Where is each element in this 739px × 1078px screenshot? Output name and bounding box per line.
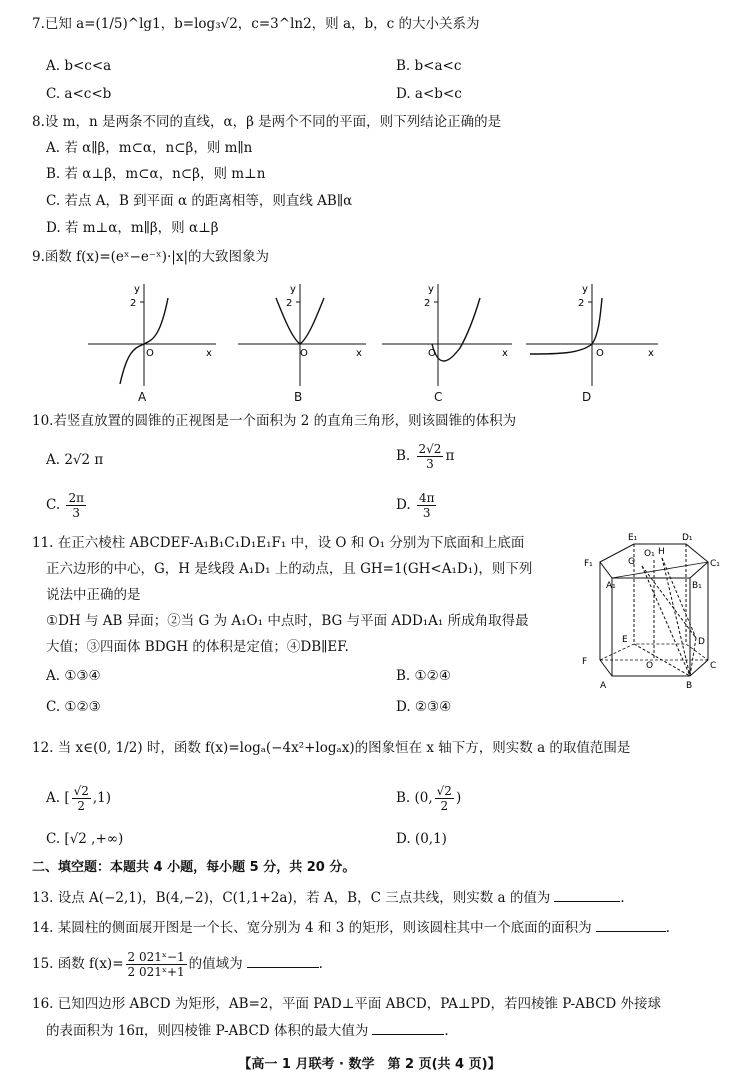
q7-option-b: B. b<a<c: [396, 58, 462, 74]
q9-label-a: A: [138, 390, 147, 404]
q9-b-axis-y: y: [290, 284, 296, 295]
svg-text:O: O: [646, 661, 654, 671]
q15-answer-blank[interactable]: [247, 954, 319, 968]
q9-d-axis-y: y: [582, 284, 588, 295]
q7-option-d: D. a<b<c: [396, 86, 462, 102]
q9-graph-b: [238, 278, 368, 388]
q9-a-origin: O: [146, 348, 154, 359]
svg-text:G: G: [628, 557, 635, 567]
q9-label-d: D: [582, 390, 592, 404]
q9-a-axis-x: x: [206, 348, 212, 359]
q9-c-axis-y: y: [428, 284, 434, 295]
q11-option-a: A. ①③④: [46, 668, 101, 684]
q16-line2: 的表面积为 16π，则四棱锥 P-ABCD 体积的最大值为 .: [46, 1023, 449, 1039]
svg-text:D₁: D₁: [682, 533, 693, 543]
q7-stem: 7.已知 a=(1/5)^lg1，b=log₃√2，c=3^ln2，则 a，b，c 的大小关系为: [32, 16, 480, 32]
q15: 15. 函数 f(x)= $\frac{\text{2 021ˣ−1}}{\text{2 021ˣ+1}}$ 的值域为 .: [32, 950, 323, 979]
q9-b-origin: O: [300, 348, 308, 359]
svg-text:B: B: [686, 681, 693, 691]
q14: 14. 某圆柱的侧面展开图是一个长、宽分别为 4 和 3 的矩形，则该圆柱其中一个底面的面积为 .: [32, 920, 670, 936]
svg-text:C: C: [710, 661, 717, 671]
q10-option-c: C. $\frac{2\pi}{3}$: [46, 491, 84, 520]
q12-option-b: B. (0, $\frac{√2}{2}$ ): [396, 784, 462, 813]
q9-c-origin: O: [428, 348, 436, 359]
q9-c-axis-x: x: [502, 348, 508, 359]
q16-line1: 16. 已知四边形 ABCD 为矩形，AB=2，平面 PAD⊥平面 ABCD，PA⊥PD，若四棱锥 P-ABCD 外接球: [32, 996, 662, 1012]
q12-option-d: D. (0,1): [396, 831, 447, 847]
q9-d-origin: O: [596, 348, 604, 359]
section-2-title: 二、填空题：本题共 4 小题，每小题 5 分，共 20 分。: [32, 860, 356, 875]
q7-option-c: C. a<c<b: [46, 86, 112, 102]
q11-option-d: D. ②③④: [396, 699, 452, 715]
q11-line1: 11. 在正六棱柱 ABCDEF-A₁B₁C₁D₁E₁F₁ 中，设 O 和 O₁ 分别为下底面和上底面: [32, 535, 525, 551]
q9-d-axis-x: x: [648, 348, 654, 359]
q11-line4: ①DH 与 AB 异面；②当 G 为 A₁O₁ 中点时，BG 与平面 ADD₁A₁ 所成角取得最: [46, 613, 529, 629]
q12-stem: 12. 当 x∈(0, 1/2) 时，函数 f(x)=logₐ(−4x²+logₐx)的图象恒在 x 轴下方，则实数 a 的取值范围是: [32, 740, 631, 756]
page-footer: 【高一 1 月联考 · 数学 第 2 页(共 4 页)】: [238, 1057, 501, 1072]
q8-option-a: A. 若 α∥β，m⊂α，n⊂β，则 m∥n: [46, 140, 253, 156]
q11-option-c: C. ①②③: [46, 699, 101, 715]
q11-line5: 大值；③四面体 BDGH 的体积是定值；④DB∥EF.: [46, 639, 349, 655]
q16-answer-blank[interactable]: [372, 1021, 444, 1035]
q13-answer-blank[interactable]: [554, 888, 620, 902]
svg-text:F: F: [582, 657, 588, 667]
q9-c-tick: 2: [424, 298, 431, 309]
q9-a-axis-y: y: [134, 284, 140, 295]
q10-stem: 10.若竖直放置的圆锥的正视图是一个面积为 2 的直角三角形，则该圆锥的体积为: [32, 413, 517, 429]
svg-text:C₁: C₁: [710, 559, 720, 569]
q10-option-d: D. $\frac{4\pi}{3}$: [396, 491, 435, 520]
q11-line3: 说法中正确的是: [46, 587, 141, 603]
q9-graph-d: [526, 278, 660, 388]
q12-option-c: C. [√2 ,+∞): [46, 831, 124, 847]
q9-b-axis-x: x: [356, 348, 362, 359]
svg-text:E₁: E₁: [628, 533, 638, 543]
q9-stem: 9.函数 f(x)=(eˣ−e⁻ˣ)·|x|的大致图象为: [32, 249, 270, 265]
svg-text:D: D: [698, 637, 705, 647]
svg-text:F₁: F₁: [584, 559, 593, 569]
q8-stem: 8.设 m，n 是两条不同的直线，α，β 是两个不同的平面，则下列结论正确的是: [32, 114, 502, 130]
q11-prism-figure: [578, 528, 720, 694]
q11-option-b: B. ①②④: [396, 668, 451, 684]
q8-option-b: B. 若 α⊥β，m⊂α，n⊂β，则 m⊥n: [46, 166, 266, 182]
q11-line2: 正六边形的中心，G，H 是线段 A₁D₁ 上的动点，且 GH=1(GH<A₁D₁)，则下列: [46, 561, 533, 577]
q8-option-d: D. 若 m⊥α，m∥β，则 α⊥β: [46, 220, 219, 236]
svg-text:A: A: [600, 681, 607, 691]
svg-text:B₁: B₁: [692, 581, 702, 591]
q12-option-a: A. [ $\frac{√2}{2}$ ,1): [46, 784, 112, 813]
q9-graph-c: [382, 278, 514, 388]
q9-graph-a: [88, 278, 218, 388]
q10-option-b: B. $\frac{2√2}{3}$ π: [396, 442, 455, 471]
q9-label-b: B: [294, 390, 303, 404]
q9-label-c: C: [434, 390, 443, 404]
q14-answer-blank[interactable]: [596, 918, 666, 932]
q13: 13. 设点 A(−2,1)，B(4,−2)，C(1,1+2a)，若 A，B，C 三点共线，则实数 a 的值为 .: [32, 890, 625, 906]
svg-text:O₁: O₁: [644, 549, 655, 559]
q9-a-tick: 2: [130, 298, 137, 309]
q9-b-tick: 2: [286, 298, 293, 309]
svg-text:H: H: [658, 547, 665, 557]
q8-option-c: C. 若点 A，B 到平面 α 的距离相等，则直线 AB∥α: [46, 193, 353, 209]
svg-text:E: E: [622, 635, 628, 645]
q10-option-a: A. 2√2 π: [46, 452, 104, 468]
q7-option-a: A. b<c<a: [46, 58, 112, 74]
svg-text:A₁: A₁: [606, 581, 616, 591]
q9-d-tick: 2: [578, 298, 585, 309]
